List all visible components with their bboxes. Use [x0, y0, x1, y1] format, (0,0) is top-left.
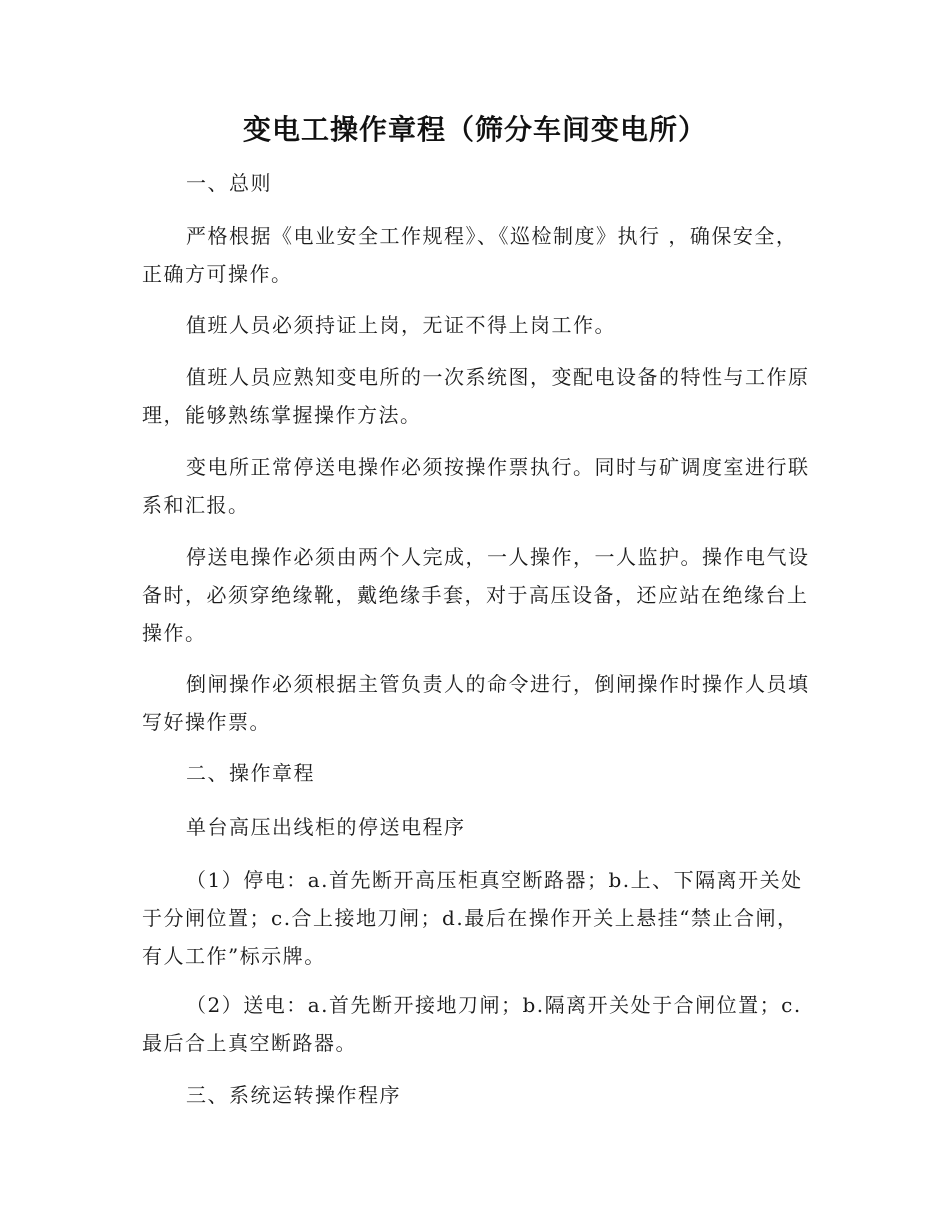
section-heading-general: 一、总则	[186, 171, 272, 195]
section-heading-procedures: 二、操作章程	[186, 761, 315, 785]
paragraph-certification: 值班人员必须持证上岗，无证不得上岗工作。	[186, 313, 616, 337]
paragraph-power-off-steps: （1）停电：a.首先断开高压柜真空断路器；b.上、下隔离开关处于分闸位置；c.合上接地刀闸；d.最后在操作开关上悬挂“禁止合闸，有人工作”标示牌。	[142, 868, 803, 968]
paragraph-subheading-outgoing-cabinet: 单台高压出线柜的停送电程序	[186, 815, 466, 839]
paragraph-power-on-steps: （2）送电：a.首先断开接地刀闸；b.隔离开关处于合闸位置；c.最后合上真空断路器。	[142, 993, 802, 1055]
section-heading-system-operation: 三、系统运转操作程序	[186, 1083, 401, 1107]
document-title: 变电工操作章程（筛分车间变电所）	[242, 113, 707, 146]
paragraph-switching-command: 倒闸操作必须根据主管负责人的命令进行，倒闸操作时操作人员填写好操作票。	[142, 672, 810, 734]
paragraph-system-knowledge: 值班人员应熟知变电所的一次系统图，变配电设备的特性与工作原理，能够熟练掌握操作方法。	[142, 365, 810, 427]
paragraph-two-person-operation: 停送电操作必须由两个人完成，一人操作，一人监护。操作电气设备时，必须穿绝缘靴，戴绝缘手套，对于高压设备，还应站在绝缘台上操作。	[142, 545, 810, 645]
paragraph-operation-ticket: 变电所正常停送电操作必须按操作票执行。同时与矿调度室进行联系和汇报。	[142, 455, 810, 517]
paragraph-regulations: 严格根据《电业安全工作规程》、《巡检制度》执行 ，确保安全，正确方可操作。	[142, 224, 798, 286]
